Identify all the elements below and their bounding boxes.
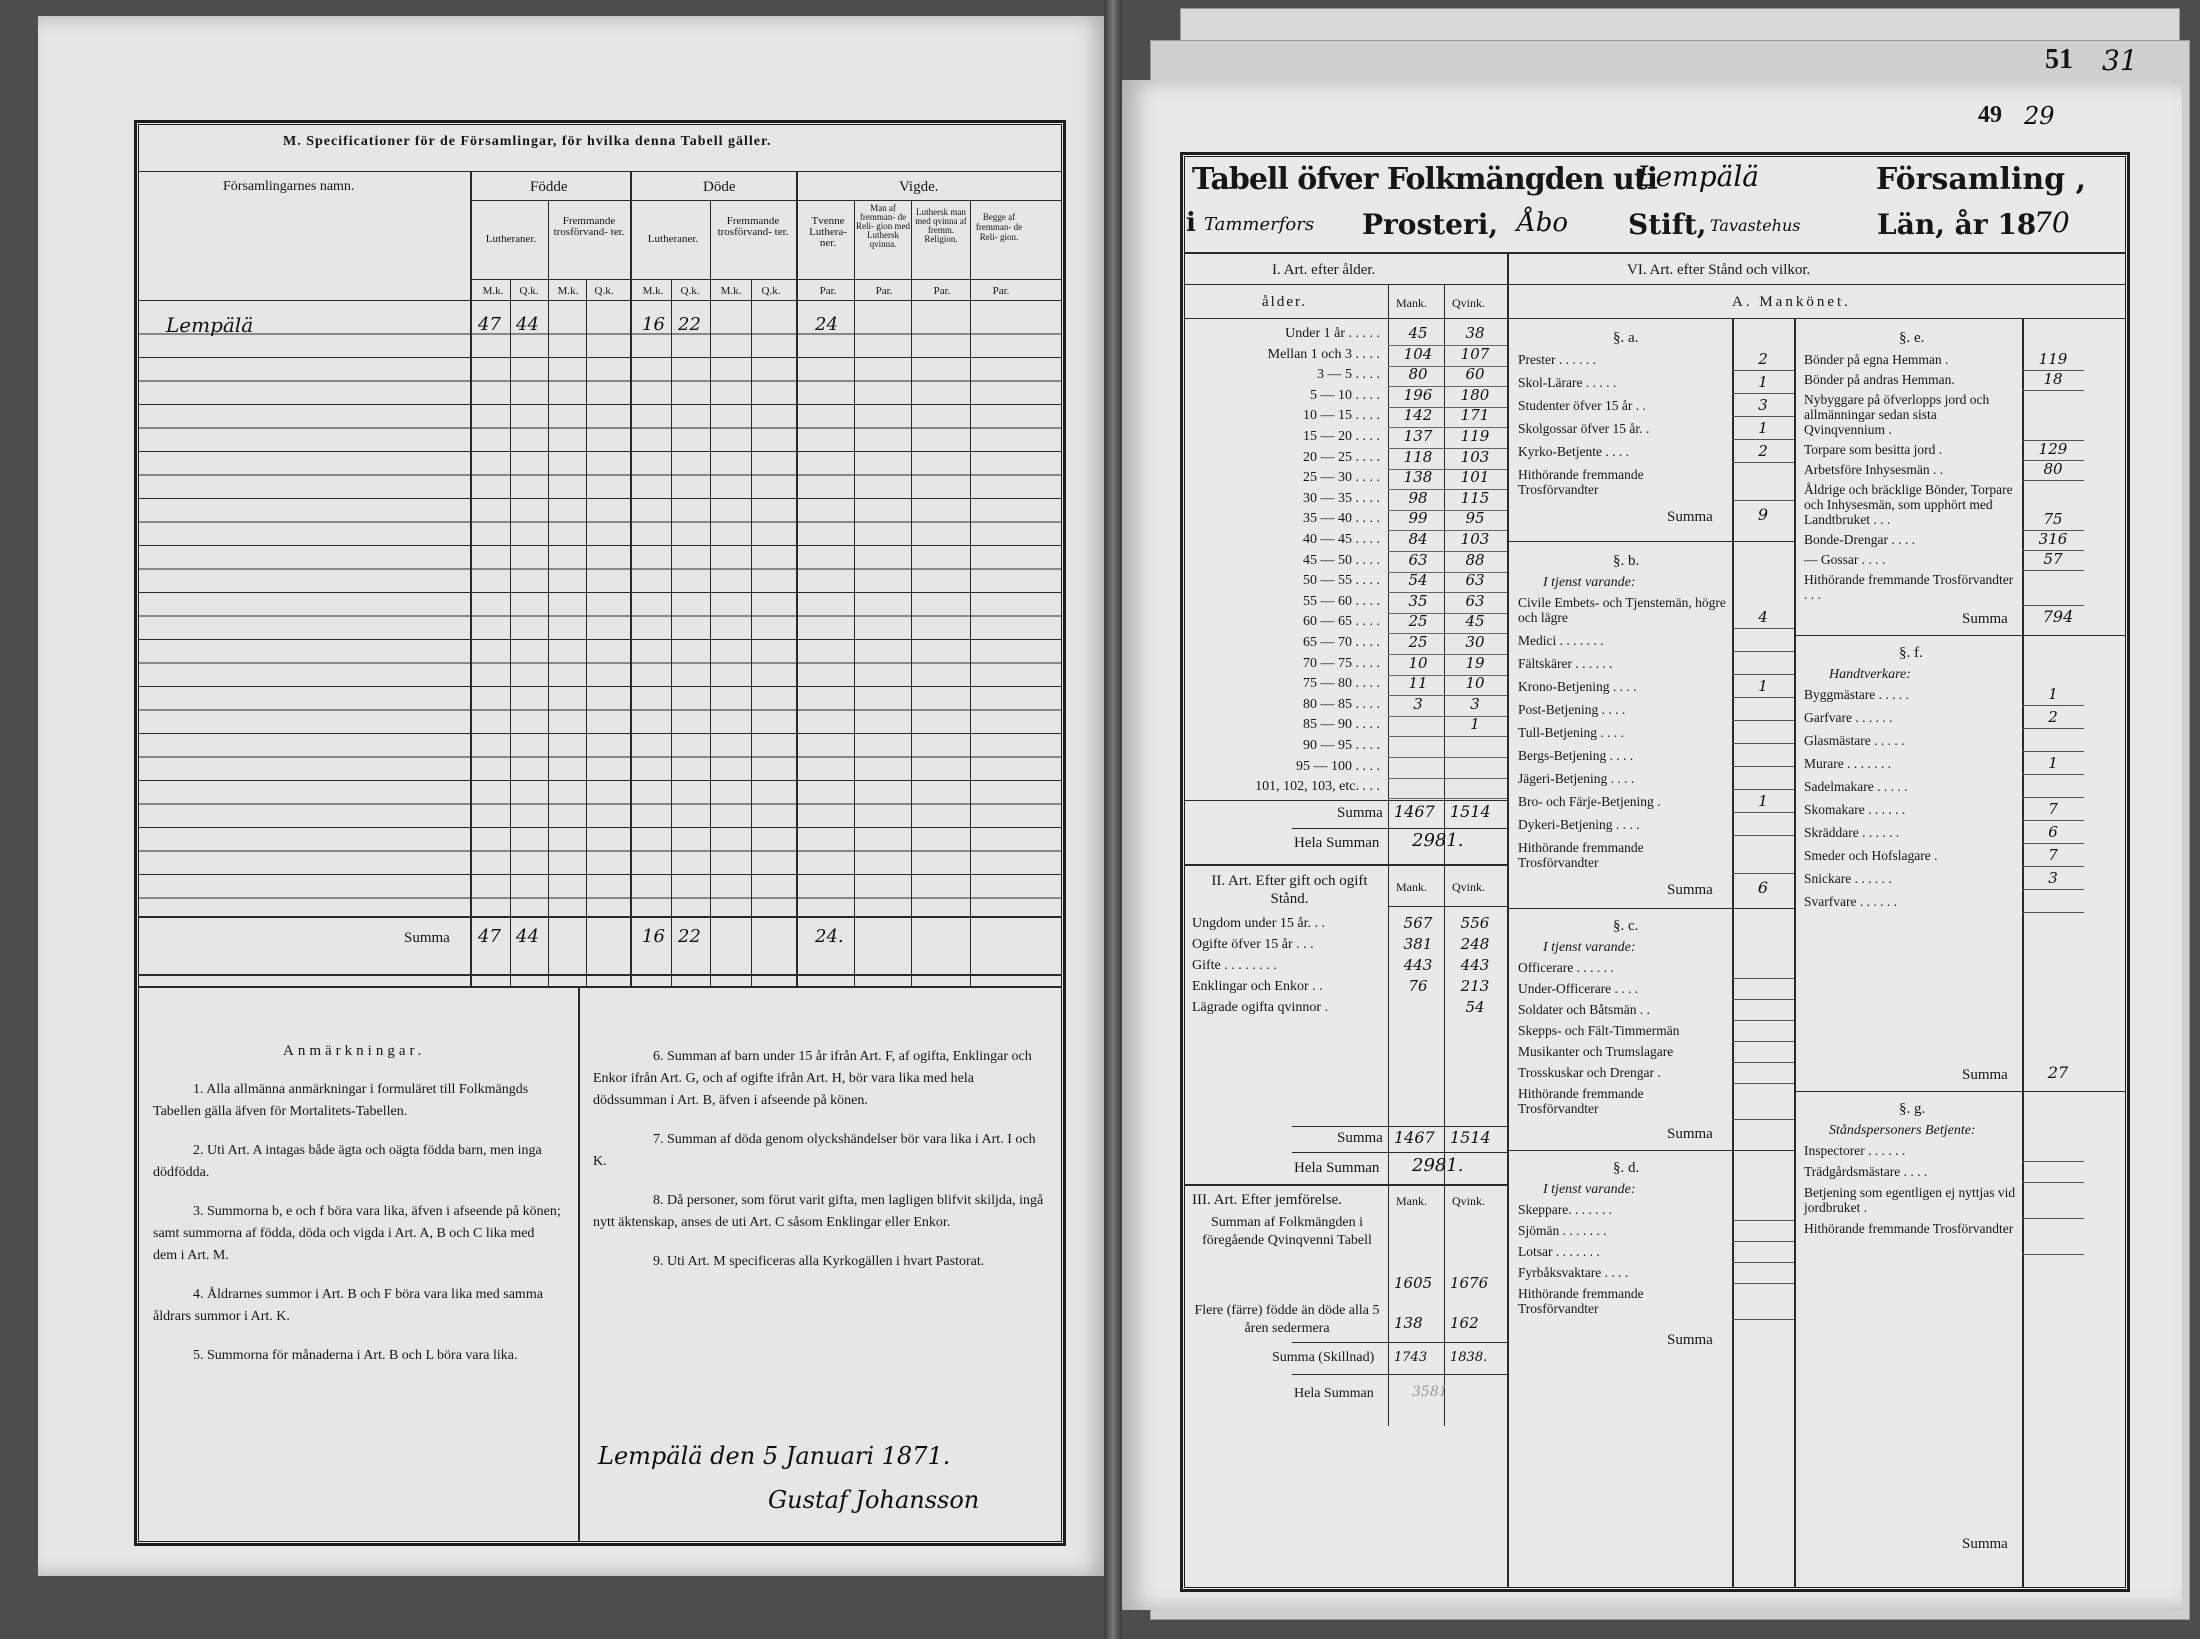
lan-label: Län, år 18 <box>1877 208 2037 241</box>
section-item-label: Svarfvare . . . . . . <box>1804 894 1897 909</box>
section-title: §. d. <box>1613 1160 1640 1176</box>
art3-title: III. Art. Efter jemförelse. <box>1192 1192 1342 1208</box>
art1-hela-value: 2981. <box>1412 830 1464 851</box>
art3-hela-value: 3581 <box>1412 1384 1448 1400</box>
age-qvink: 180 <box>1460 385 1490 404</box>
art3-hela-label: Hela Summan <box>1294 1386 1374 1401</box>
note-3: 3. Summorna b, e och f böra vara lika, äfven i afseende på könen; samt summorna af födda, döda och vigda i Art. A, B och C lika med dem i Art. M. <box>153 1204 561 1263</box>
h-qk: Q.k. <box>680 285 700 297</box>
age-label: Under 1 år . . . . . <box>1285 326 1380 341</box>
section-item-label: Lotsar . . . . . . . <box>1518 1244 1600 1259</box>
form-page-handwritten: 29 <box>2024 102 2055 130</box>
age-mank: 25 <box>1408 633 1428 651</box>
sa-summa-label: Summa <box>1667 509 1713 525</box>
prosteri-hw: Tammerfors <box>1204 214 1315 235</box>
art2-mank: 76 <box>1408 977 1428 995</box>
fodde-qk-value: 44 <box>516 314 539 335</box>
lan-hw: Tavastehus <box>1710 216 1801 235</box>
sb-summa-label: Summa <box>1667 882 1713 898</box>
sc-summa-label: Summa <box>1667 1126 1713 1142</box>
age-mank: 99 <box>1408 509 1428 528</box>
age-mank: 142 <box>1403 406 1433 425</box>
age-label: 20 — 25 . . . . <box>1303 449 1380 465</box>
art6-title: VI. Art. efter Stånd och vilkor. <box>1627 262 1811 278</box>
section-item-value: 119 <box>2038 350 2068 368</box>
age-mank: 11 <box>1408 674 1428 693</box>
stift-hw: Åbo <box>1517 208 1569 238</box>
h-mk: M.k. <box>720 285 742 297</box>
section-item-value: 1 <box>1758 419 1768 437</box>
art2-mank-header: Mank. <box>1396 880 1427 894</box>
section-item-value: 2 <box>2048 708 2058 726</box>
notes-left <box>153 1079 561 1367</box>
note-8: 8. Då personer, som förut varit gifta, men lagligen blifvit skiljda, ingå nytt äktenskap, anses de uti Art. C såsom Enklingar eller Enkor. <box>593 1193 1044 1230</box>
section-item-label: Medici . . . . . . . <box>1518 633 1604 648</box>
section-item-value: 1 <box>1758 792 1768 810</box>
art2-mank: 381 <box>1403 935 1433 953</box>
section-title: §. g. <box>1899 1101 1926 1117</box>
art2-label: Gifte . . . . . . . . <box>1192 958 1277 973</box>
age-mank: 104 <box>1403 344 1433 363</box>
section-item-label: Jägeri-Betjening . . . . <box>1518 771 1635 786</box>
section-item-label: Skräddare . . . . . . <box>1804 825 1900 840</box>
signature-date: Lempälä den 5 Januari 1871. <box>598 1442 951 1470</box>
section-item-value: 7 <box>2048 846 2058 864</box>
section-item-label: Prester . . . . . . <box>1518 352 1596 367</box>
age-label: 80 — 85 . . . . <box>1303 696 1380 712</box>
section-item-label: Hithörande fremmande Trosförvandter <box>1518 467 1644 497</box>
age-label: 55 — 60 . . . . <box>1303 593 1380 609</box>
art3-mank-header: Mank. <box>1396 1194 1427 1208</box>
age-qvink: 88 <box>1465 550 1485 569</box>
section-item-label: Soldater och Båtsmän . . <box>1518 1002 1650 1017</box>
section-subtitle: I tjenst varande: <box>1543 1182 1636 1197</box>
section-item-label: Smeder och Hofslagare . <box>1804 848 1938 863</box>
vigde-tvenne: Tvenne Luthera- ner. <box>809 215 847 249</box>
summa-fodde-mk: 47 <box>478 926 501 947</box>
age-label: 25 — 30 . . . . <box>1303 470 1380 486</box>
note-5: 5. Summorna för månaderna i Art. B och L böra vara lika. <box>193 1348 518 1363</box>
note-1: 1. Alla allmänna anmärkningar i formuläret till Folkmängds Tabellen gälla äfven för Mortalitets-Tabellen. <box>153 1082 529 1119</box>
section-item-label: Skeppare. . . . . . . <box>1518 1202 1613 1217</box>
section-item-label: Skepps- och Fält-Timmermän <box>1518 1023 1680 1038</box>
alder-header: ålder. <box>1262 294 1307 310</box>
age-qvink: 38 <box>1465 324 1485 342</box>
stift-label: Stift, <box>1628 208 1707 241</box>
dode-luth: Lutheraner. <box>647 233 699 245</box>
section-item-label: Fältskärer . . . . . . <box>1518 656 1613 671</box>
art2-qvink: 248 <box>1460 935 1490 953</box>
age-qvink: 19 <box>1465 653 1485 672</box>
art2-label: Ungdom under 15 år. . . <box>1192 916 1325 931</box>
dode-mk-value: 16 <box>642 314 665 335</box>
age-mank: 137 <box>1403 427 1433 445</box>
vigde-manaf: Man af fremman- de Reli- gion med Luthersk qvinna. <box>856 203 910 249</box>
section-item-label: Post-Betjening . . . . <box>1518 702 1626 717</box>
section-item-value: 3 <box>1758 396 1768 414</box>
age-label: 30 — 35 . . . . <box>1303 490 1380 506</box>
section-item-label: Arbetsföre Inhysesmän . . <box>1804 462 1944 477</box>
age-mank: 45 <box>1408 324 1428 342</box>
art2-mank: 567 <box>1403 914 1433 932</box>
anm-title: Anmärkningar. <box>283 1043 426 1059</box>
grp-fodde: Födde <box>530 179 568 195</box>
age-qvink: 115 <box>1460 488 1490 507</box>
age-qvink: 107 <box>1460 344 1490 363</box>
grp-vigde: Vigde. <box>899 179 939 195</box>
age-label: 50 — 55 . . . . <box>1303 573 1380 589</box>
art2-summa-label: Summa <box>1337 1130 1383 1146</box>
art3-row1-q: 1676 <box>1450 1274 1489 1292</box>
note-9: 9. Uti Art. M specificeras alla Kyrkogällen i hvart Pastorat. <box>653 1254 985 1269</box>
section-item-label: Skomakare . . . . . . <box>1804 802 1906 817</box>
section-item-label: Nybyggare på öfverlopps jord och allmänningar sedan sista Qvinqvennium . <box>1804 392 1990 437</box>
section-item-label: Sjömän . . . . . . . <box>1518 1223 1607 1238</box>
art3-summa-label: Summa (Skillnad) <box>1272 1350 1375 1365</box>
age-qvink: 103 <box>1460 447 1490 466</box>
age-label: 35 — 40 . . . . <box>1303 511 1380 527</box>
note-4: 4. Åldrarnes summor i Art. B och F böra vara lika med samma åldrars summor i Art. K. <box>153 1287 543 1324</box>
section-title: §. c. <box>1613 918 1639 934</box>
section-item-label: Snickare . . . . . . <box>1804 871 1892 886</box>
sf-summa-label: Summa <box>1962 1067 2008 1083</box>
section-subtitle: I tjenst varande: <box>1543 940 1636 955</box>
note-2: 2. Uti Art. A intagas både ägta och oägta födda barn, men inga dödfödda. <box>153 1143 542 1180</box>
h-par: Par. <box>875 285 893 297</box>
page-number-handwritten: 31 <box>2102 44 2138 77</box>
age-label: Mellan 1 och 3 . . . . <box>1267 346 1380 362</box>
section-item-label: Bergs-Betjening . . . . <box>1518 748 1634 763</box>
section-item-value: 1 <box>1758 677 1768 695</box>
section-item-value: 57 <box>2043 550 2063 568</box>
age-label: 5 — 10 . . . . <box>1310 387 1380 403</box>
age-label: 65 — 70 . . . . <box>1303 635 1380 650</box>
section-item-label: — Gossar . . . . <box>1804 552 1886 567</box>
h-mk: M.k. <box>557 285 579 297</box>
section-item-value: 6 <box>2048 823 2058 841</box>
art2-label: Enklingar och Enkor . . <box>1192 979 1323 994</box>
art3-row2-q: 162 <box>1450 1314 1479 1332</box>
section-item-label: Under-Officerare . . . . <box>1518 981 1639 996</box>
qvink-header: Qvink. <box>1452 296 1485 310</box>
age-label: 40 — 45 . . . . <box>1303 532 1380 547</box>
fodde-fremm: Fremmande trosförvand- ter. <box>553 215 625 238</box>
age-label: 3 — 5 . . . . <box>1317 367 1380 383</box>
sa-summa-value: 9 <box>1757 505 1769 524</box>
age-label: 101, 102, 103, etc. . . . <box>1255 779 1380 795</box>
age-qvink: 10 <box>1465 674 1485 693</box>
section-item-label: Hithörande fremmande Trosförvandter <box>1518 1286 1644 1316</box>
section-item-value: 316 <box>2038 530 2068 548</box>
art2-hela-label: Hela Summan <box>1294 1160 1380 1176</box>
art2-qvink: 443 <box>1460 956 1490 974</box>
age-label: 90 — 95 . . . . <box>1303 738 1380 753</box>
h-mk: M.k. <box>482 285 504 297</box>
h-par: Par. <box>992 285 1010 297</box>
h-par: Par. <box>819 285 837 297</box>
art3-row1-label: Summan af Folkmängden i föregående Qvinqvenni Tabell <box>1202 1215 1372 1248</box>
art1-summa-q: 1514 <box>1450 802 1491 821</box>
age-label: 70 — 75 . . . . <box>1303 655 1380 671</box>
section-item-label: Åldrige och bräcklige Bönder, Torpare och Inhysesmän, som upphört med Landtbruket . . . <box>1804 482 2013 527</box>
section-title: §. f. <box>1899 645 1923 661</box>
age-mank: 138 <box>1403 468 1433 487</box>
section-item-label: Bro- och Färje-Betjening . <box>1518 794 1661 809</box>
section-item-label: Hithörande fremmande Trosförvandter . . . <box>1804 572 2014 602</box>
h-qk: Q.k. <box>519 285 539 297</box>
art3-qvink-header: Qvink. <box>1452 1194 1485 1208</box>
age-qvink: 101 <box>1460 468 1490 487</box>
mankonet: A. Mankönet. <box>1732 294 1851 310</box>
section-item-label: Trosskuskar och Drengar . <box>1518 1065 1661 1080</box>
section-subtitle: Handtverkare: <box>1829 667 1911 682</box>
form-page-number: 49 <box>1978 102 2002 128</box>
section-item-value: 3 <box>2048 869 2058 887</box>
h-qk: Q.k. <box>761 285 781 297</box>
notes-right <box>593 1046 1048 1273</box>
section-item-label: Officerare . . . . . . <box>1518 960 1614 975</box>
age-qvink: 60 <box>1465 365 1485 384</box>
art2-qvink: 556 <box>1460 914 1490 932</box>
age-mank: 54 <box>1408 571 1428 590</box>
section-item-label: Bonde-Drengar . . . . <box>1804 532 1915 547</box>
art2-qvink: 54 <box>1465 998 1485 1016</box>
art2-qvink: 213 <box>1460 977 1490 995</box>
vigde-begge: Begge af fremman- de Reli- gion. <box>975 212 1023 242</box>
section-item-value: 4 <box>1758 608 1768 626</box>
section-title: §. a. <box>1613 330 1639 346</box>
section-item-label: Byggmästare . . . . . <box>1804 687 1909 702</box>
section-item-label: Hithörande fremmande Trosförvandter <box>1518 840 1644 870</box>
title-parish-hw: Lempälä <box>1637 160 1759 193</box>
title: Tabell öfver Folkmängden uti <box>1192 162 1658 197</box>
section-item-value: 129 <box>2038 440 2068 458</box>
age-label: 85 — 90 . . . . <box>1303 717 1380 733</box>
section-item-value: 2 <box>1758 442 1768 460</box>
sb-summa-value: 6 <box>1757 878 1769 897</box>
section-item-label: Garfvare . . . . . . <box>1804 710 1893 725</box>
section-item-label: Skol-Lärare . . . . . <box>1518 375 1617 390</box>
year-hw: 70 <box>2034 206 2070 239</box>
age-label: 95 — 100 . . . . <box>1296 758 1380 774</box>
art3-row2-m: 138 <box>1394 1314 1423 1332</box>
section-subtitle: I tjenst varande: <box>1543 575 1636 590</box>
art2-summa-m: 1467 <box>1394 1128 1435 1147</box>
age-mank: 10 <box>1408 653 1428 672</box>
note-6: 6. Summan af barn under 15 år ifrån Art. F, af ogifta, Enklingar och Enkor ifrån Art. G, och af ogifte ifrån Art. H, bör vara lika med hela dödssumman i Art. B, äfven i afseende på könen. <box>593 1049 1032 1108</box>
summa-label: Summa <box>404 930 450 946</box>
fodde-mk-value: 47 <box>478 314 501 335</box>
par-value: 24 <box>815 314 838 335</box>
section-item-label: Torpare som besitta jord . <box>1804 442 1943 457</box>
age-qvink: 45 <box>1465 612 1485 631</box>
age-mank: 118 <box>1403 447 1433 466</box>
summa-fodde-qk: 44 <box>516 926 539 947</box>
section-item-label: Studenter öfver 15 år . . <box>1518 398 1646 413</box>
art1-summa-label: Summa <box>1337 805 1383 821</box>
book-fold <box>1104 0 1122 1639</box>
section-item-value: 7 <box>2048 800 2058 818</box>
section-item-value: 75 <box>2043 510 2063 528</box>
age-qvink: 119 <box>1460 427 1490 445</box>
ledger-rules <box>38 16 1108 1016</box>
section-item-value: 2 <box>1758 350 1768 368</box>
note-7: 7. Summan af döda genom olyckshändelser bör vara lika i Art. I och K. <box>593 1132 1036 1169</box>
art1-title: I. Art. efter ålder. <box>1272 262 1376 278</box>
age-mank: 196 <box>1403 385 1433 404</box>
se-summa-value: 794 <box>2042 607 2074 626</box>
section-item-label: Sadelmakare . . . . . <box>1804 779 1908 794</box>
age-qvink: 3 <box>1470 694 1480 713</box>
age-label: 15 — 20 . . . . <box>1303 429 1380 444</box>
section-item-label: Hithörande fremmande Trosförvandter <box>1804 1221 2014 1236</box>
age-mank: 63 <box>1408 550 1428 569</box>
title-forsamling: Församling , <box>1876 162 2087 197</box>
section-title: §. b. <box>1613 553 1640 569</box>
age-qvink: 30 <box>1465 633 1485 651</box>
m-title: M. Specificationer för de Församlingar, för hvilka denna Tabell gäller. <box>283 134 772 149</box>
art2-summa-q: 1514 <box>1450 1128 1491 1147</box>
section-item-value: 1 <box>2048 685 2058 703</box>
left-page <box>38 16 1108 1576</box>
section-item-label: Bönder på egna Hemman . <box>1804 352 1949 367</box>
section-item-label: Trädgårdsmästare . . . . <box>1804 1164 1928 1179</box>
sf-summa-value: 27 <box>2047 1063 2069 1082</box>
art1-hela-label: Hela Summan <box>1294 835 1380 851</box>
age-mank: 98 <box>1408 488 1428 507</box>
art3-row2-label: Flere (färre) födde än döde alla 5 åren sedermera <box>1194 1303 1380 1336</box>
art2-title: II. Art. Efter gift och ogift Stånd. <box>1211 873 1368 907</box>
age-label: 10 — 15 . . . . <box>1303 408 1380 424</box>
art2-mank: 443 <box>1403 956 1433 974</box>
summa-dode-qk: 22 <box>678 926 701 947</box>
dode-fremm: Fremmande trosförvand- ter. <box>717 215 789 238</box>
section-item-value: 1 <box>2048 754 2058 772</box>
age-qvink: 171 <box>1460 406 1490 425</box>
summa-par: 24. <box>815 926 844 947</box>
section-item-value: 80 <box>2043 460 2063 478</box>
age-qvink: 63 <box>1465 571 1485 590</box>
age-label: 45 — 50 . . . . <box>1303 552 1380 568</box>
art3-summa-q: 1838. <box>1450 1350 1488 1365</box>
age-qvink: 95 <box>1465 509 1485 528</box>
col-parish-header: Församlingarnes namn. <box>223 179 355 194</box>
art2-qvink-header: Qvink. <box>1452 880 1485 894</box>
art2-hela-value: 2981. <box>1412 1155 1464 1176</box>
h-par: Par. <box>933 285 951 297</box>
signature-name: Gustaf Johansson <box>768 1486 980 1514</box>
section-item-label: Inspectorer . . . . . . <box>1804 1143 1906 1158</box>
age-mank: 80 <box>1408 365 1428 384</box>
age-label: 75 — 80 . . . . <box>1303 676 1380 692</box>
section-item-label: Kyrko-Betjente . . . . <box>1518 444 1629 459</box>
art1-summa-m: 1467 <box>1394 802 1435 821</box>
age-qvink: 1 <box>1470 715 1480 734</box>
art2-label: Lägrade ogifta qvinnor . <box>1192 1000 1329 1015</box>
prosteri-label: Prosteri, <box>1362 208 1499 241</box>
section-item-label: Murare . . . . . . . <box>1804 756 1891 771</box>
art2-label: Ogifte öfver 15 år . . . <box>1192 937 1314 952</box>
art3-summa-m: 1743 <box>1394 1350 1428 1365</box>
section-item-label: Fyrbåksvaktare . . . . <box>1518 1265 1629 1280</box>
age-label: 60 — 65 . . . . <box>1303 614 1380 630</box>
section-item-label: Dykeri-Betjening . . . . <box>1518 817 1640 832</box>
age-qvink: 63 <box>1465 591 1485 610</box>
section-item-label: Krono-Betjening . . . . <box>1518 679 1637 694</box>
section-item-label: Betjening som egentligen ej nyttjas vid jordbruket . <box>1804 1185 2016 1215</box>
sd-summa-label: Summa <box>1667 1332 1713 1348</box>
vigde-luthman: Luthersk man med qvinna af fremm. Religion. <box>915 207 967 244</box>
section-item-label: Bönder på andras Hemman. <box>1804 372 1955 387</box>
section-item-label: Musikanter och Trumslagare <box>1518 1044 1674 1059</box>
title-i: i <box>1186 208 1196 238</box>
page-number: 51 <box>2045 44 2073 75</box>
grp-dode: Döde <box>703 179 736 195</box>
age-mank: 3 <box>1413 694 1423 713</box>
section-item-label: Glasmästare . . . . . <box>1804 733 1905 748</box>
h-qk: Q.k. <box>594 285 614 297</box>
mank-header: Mank. <box>1396 296 1427 310</box>
fodde-luth: Lutheraner. <box>485 233 537 245</box>
section-item-label: Hithörande fremmande Trosförvandter <box>1518 1086 1644 1116</box>
section-title: §. e. <box>1899 330 1925 346</box>
se-summa-label: Summa <box>1962 611 2008 627</box>
age-qvink: 103 <box>1460 530 1490 548</box>
parish-name: Lempälä <box>166 313 254 337</box>
section-item-label: Civile Embets- och Tjenstemän, högre och lägre <box>1518 595 1726 625</box>
section-item-value: 18 <box>2043 370 2063 388</box>
section-item-value: 1 <box>1758 373 1768 391</box>
section-item-label: Tull-Betjening . . . . <box>1518 725 1625 740</box>
age-mank: 84 <box>1408 530 1428 548</box>
right-page <box>1122 80 2182 1610</box>
art3-row1-m: 1605 <box>1394 1274 1433 1292</box>
dode-qk-value: 22 <box>678 314 701 335</box>
summa-dode-mk: 16 <box>642 926 665 947</box>
age-mank: 35 <box>1408 591 1428 610</box>
section-item-label: Skolgossar öfver 15 år. . <box>1518 421 1650 436</box>
sg-summa-label: Summa <box>1962 1536 2008 1552</box>
h-mk: M.k. <box>642 285 664 297</box>
section-subtitle: Ståndspersoners Betjente: <box>1829 1123 1976 1138</box>
age-mank: 25 <box>1408 612 1428 631</box>
